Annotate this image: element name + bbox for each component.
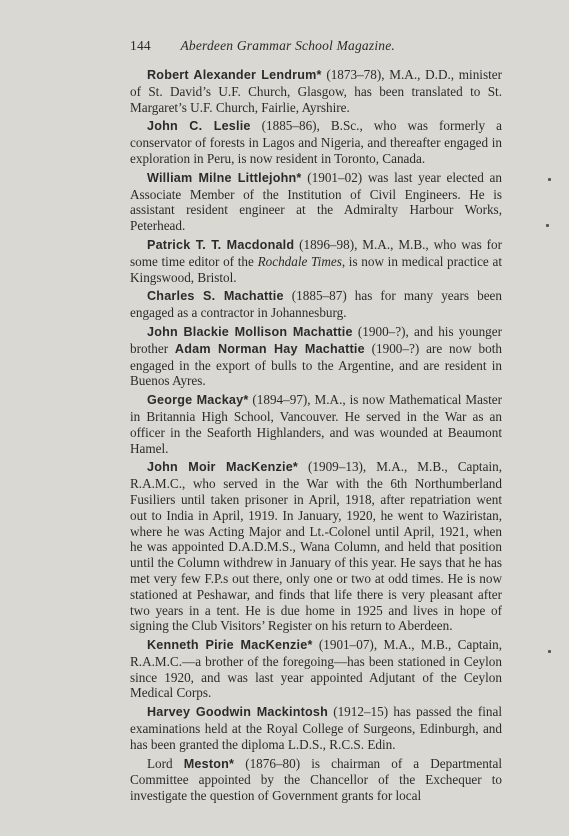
entry-text: (1912–15) has passed the final examinations held at the Royal College of Surgeons, Edinburgh, and has been granted the diploma L.D.S., R.C.S. Edin. [130,704,502,752]
entry-prefix: Lord [147,755,184,771]
entry-mackenzie-kenneth [130,637,502,701]
entry-name: William Milne Littlejohn* [147,170,302,185]
entry-mackintosh [130,704,502,752]
article-body [130,67,502,807]
entry-lendrum [130,67,502,115]
entry-text: (1896–98), M.A., M.B., who was for some time editor of the [130,236,503,269]
entry-name: Kenneth Pirie MacKenzie* [147,638,313,653]
page-number: 144 [130,38,151,53]
entry-name-second: Adam Norman Hay Machattie [174,341,365,356]
entry-meston [130,756,502,804]
entry-italic-title: Rochdale Times [257,253,342,269]
entry-name: Charles S. Machattie [147,289,284,304]
entry-mackay [130,392,502,456]
entry-littlejohn [130,170,502,234]
scan-speck [548,178,551,181]
entry-name: George Mackay* [147,393,249,408]
entry-leslie [130,118,502,166]
entry-name: John Blackie Mollison Machattie [147,324,353,339]
running-title: Aberdeen Grammar School Magazine. [180,38,396,53]
entry-machattie-brothers [130,324,502,389]
entry-text: (1900–?), and his younger brother [130,323,503,356]
entry-macdonald [130,237,502,285]
scan-speck [548,650,551,653]
entry-name: Meston* [183,756,235,771]
entry-name: Patrick T. T. Macdonald [147,237,295,252]
scan-speck [546,224,549,227]
entry-text: (1885–87) has for many years been engaged as a contractor in Johannesburg. [130,288,502,321]
entry-text-cont: , is now in medical practice at Kingswood, Bristol. [130,253,502,285]
entry-text: (1909–13), M.A., M.B., Captain, R.A.M.C., who served in the War with the 6th Northumberland Fusiliers until taken prisoner in April, 1918, after repatriation went out to India in April, 1919. In January, 1920, he went to Waziristan, where he was Acting Major and Lt.-Colonel until April, 1921, when he was appointed D.A.D.M.S., Wana Column, and held that position until the Column withdrew in January of this year. He says that he has met very few F.P.s out there, only one or two at odd times. He is now stationed at Peshawar, and finds that life there is very pleasant after two years in a tent. He is due home in 1925 and lives in hope of signing the Club Visitors’ Register on his return to Aberdeen. [130,459,503,634]
entry-text: (1885–86), B.Sc., who was formerly a conservator of forests in Lagos and Nigeria, and thereafter engaged in exploration in Peru, is now resident in Toronto, Canada. [130,118,502,166]
entry-text: (1873–78), M.A., D.D., minister of St. David’s U.F. Church, Glasgow, has been translated to St. Margaret’s U.F. Church, Fairlie, Ayrshire. [130,67,502,115]
entry-name: Harvey Goodwin Mackintosh [147,705,328,720]
entry-text-cont: (1900–?) are now both engaged in the export of bulls to the Argentine, and are resident in Buenos Ayres. [130,340,502,389]
entry-text: (1876–80) is chairman of a Departmental Committee appointed by the Chancellor of the Exchequer to investigate the question of Government grants for local [130,755,502,804]
entry-mackenzie-john [130,459,502,634]
entry-text: (1901–07), M.A., M.B., Captain, R.A.M.C.—a brother of the foregoing—has been stationed in Ceylon since 1920, and was last year appointed Adjutant of the Ceylon Medical Corps. [130,637,502,701]
page-header [130,38,450,54]
entry-name: John Moir MacKenzie* [147,460,299,475]
entry-machattie-charles [130,288,502,321]
entry-text: (1901–02) was last year elected an Associate Member of the Institution of Civil Engineers. He is assistant resident engineer at the Admiralty Harbour Works, Peterhead. [130,169,502,234]
entry-name: John C. Leslie [147,119,251,134]
entry-text: (1894–97), M.A., is now Mathematical Master in Britannia High School, Vancouver. He served in the War as an officer in the Seaforth Highlanders, and was wounded at Beaumont Hamel. [130,392,502,456]
entry-name: Robert Alexander Lendrum* [147,68,322,82]
